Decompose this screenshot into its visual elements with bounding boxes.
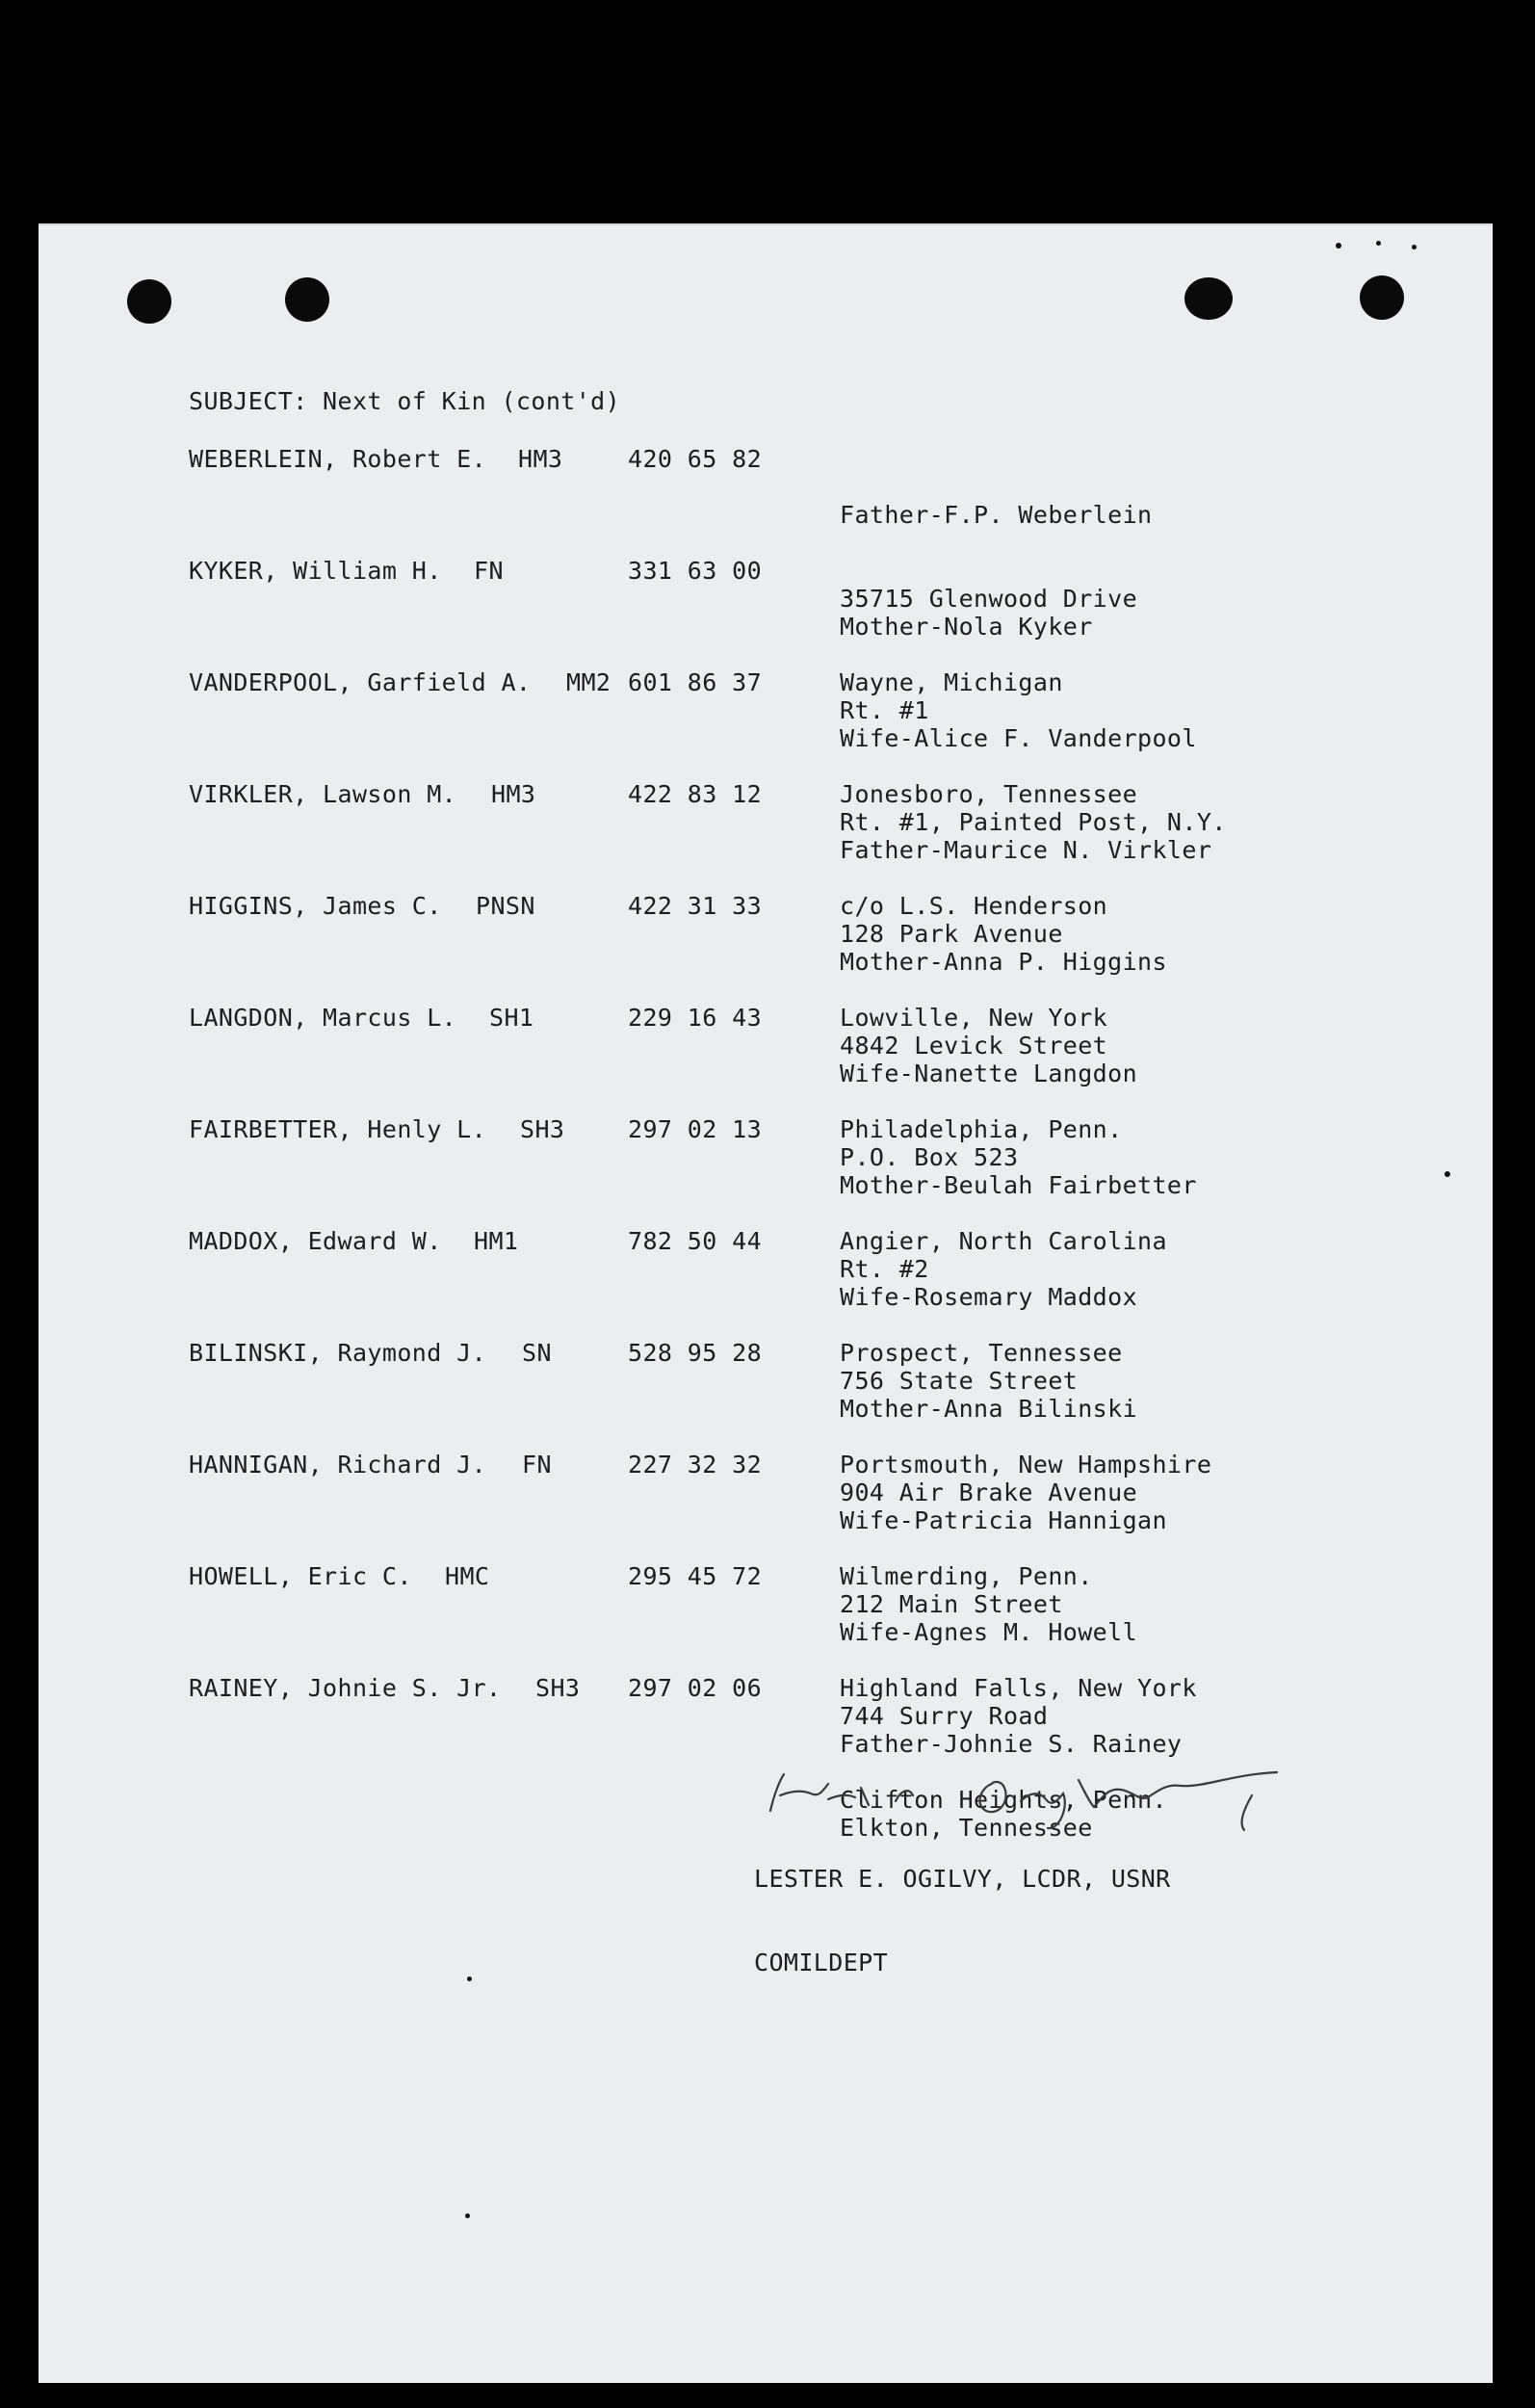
kin-line: Angier, North Carolina — [840, 1227, 1167, 1255]
kin-line: Philadelphia, Penn. — [840, 1115, 1123, 1143]
member-name: KYKER, William H. — [189, 557, 442, 585]
member-name: HOWELL, Eric C. — [189, 1562, 412, 1590]
member-rate: SN — [522, 1339, 552, 1367]
binder-hole-icon — [127, 279, 171, 324]
kin-line: c/o L.S. Henderson — [840, 892, 1108, 920]
kin-line: Wife-Nanette Langdon — [840, 1060, 1138, 1087]
kin-line: 756 State Street — [840, 1367, 1079, 1395]
member-rate: FN — [474, 557, 504, 585]
kin-line: Wilmerding, Penn. — [840, 1562, 1093, 1590]
service-number: 229 16 43 — [628, 1004, 763, 1032]
binder-hole-icon — [1184, 277, 1233, 320]
service-number: 601 86 37 — [628, 668, 763, 696]
binder-hole-icon — [285, 277, 329, 322]
member-name: FAIRBETTER, Henly L. — [189, 1115, 487, 1143]
signatory-title: COMILDEPT — [754, 1949, 889, 1976]
service-number: 422 83 12 — [628, 780, 763, 808]
kin-line: Wife-Agnes M. Howell — [840, 1618, 1138, 1646]
service-number: 295 45 72 — [628, 1562, 763, 1590]
kin-line: 212 Main Street — [840, 1590, 1063, 1618]
member-rate: HM3 — [518, 445, 563, 473]
kin-line: Mother-Anna Bilinski — [840, 1395, 1138, 1423]
kin-line: Lowville, New York — [840, 1004, 1108, 1032]
member-name: MADDOX, Edward W. — [189, 1227, 442, 1255]
service-number: 297 02 13 — [628, 1115, 763, 1143]
ink-speck-icon — [1376, 241, 1381, 246]
service-number: 227 32 32 — [628, 1451, 763, 1479]
service-number: 528 95 28 — [628, 1339, 763, 1367]
service-number: 331 63 00 — [628, 557, 763, 585]
service-number: 422 31 33 — [628, 892, 763, 920]
subject-line: SUBJECT: Next of Kin (cont'd) — [189, 387, 621, 415]
kin-line: Mother-Nola Kyker — [840, 613, 1093, 641]
service-number: 420 65 82 — [628, 445, 763, 473]
document-page — [39, 223, 1493, 2383]
kin-line: Wife-Rosemary Maddox — [840, 1283, 1138, 1311]
binder-hole-icon — [1360, 275, 1404, 320]
member-name: RAINEY, Johnie S. Jr. — [189, 1674, 502, 1702]
kin-line: Wayne, Michigan — [840, 668, 1063, 696]
member-rate: HM1 — [474, 1227, 519, 1255]
member-rate: HM3 — [491, 780, 536, 808]
kin-line: Wife-Alice F. Vanderpool — [840, 724, 1197, 752]
kin-line: 128 Park Avenue — [840, 920, 1063, 948]
member-rate: SH3 — [520, 1115, 565, 1143]
ink-speck-icon — [467, 1976, 472, 1981]
kin-line: Mother-Anna P. Higgins — [840, 948, 1167, 976]
member-name: VANDERPOOL, Garfield A. — [189, 668, 532, 696]
kin-line: Rt. #2 — [840, 1255, 929, 1283]
member-rate: MM2 — [566, 668, 611, 696]
kin-line: Wife-Patricia Hannigan — [840, 1506, 1167, 1534]
member-name: WEBERLEIN, Robert E. — [189, 445, 487, 473]
member-rate: SH1 — [489, 1004, 534, 1032]
signatory-name: LESTER E. OGILVY, LCDR, USNR — [754, 1865, 1171, 1893]
ink-speck-icon — [1336, 243, 1341, 249]
ink-speck-icon — [1412, 245, 1417, 249]
kin-line: Mother-Beulah Fairbetter — [840, 1171, 1197, 1199]
kin-line: Highland Falls, New York — [840, 1674, 1197, 1702]
kin-line: P.O. Box 523 — [840, 1143, 1019, 1171]
member-name: LANGDON, Marcus L. — [189, 1004, 457, 1032]
kin-line: Clifton Heights, Penn. — [840, 1786, 1167, 1814]
member-rate: PNSN — [476, 892, 535, 920]
kin-line: 4842 Levick Street — [840, 1032, 1108, 1060]
kin-line: Rt. #1, Painted Post, N.Y. — [840, 808, 1227, 836]
kin-line: Prospect, Tennessee — [840, 1339, 1123, 1367]
member-rate: FN — [522, 1451, 552, 1479]
member-name: HIGGINS, James C. — [189, 892, 442, 920]
member-rate: HMC — [445, 1562, 490, 1590]
signature-block — [754, 1809, 1171, 2032]
ink-speck-icon — [1444, 1171, 1450, 1177]
kin-line: Father-Maurice N. Virkler — [840, 836, 1212, 864]
kin-line: Father-Johnie S. Rainey — [840, 1730, 1183, 1758]
kin-line: Jonesboro, Tennessee — [840, 780, 1138, 808]
kin-line: Portsmouth, New Hampshire — [840, 1451, 1212, 1479]
service-number: 782 50 44 — [628, 1227, 763, 1255]
kin-line: Elkton, Tennessee — [840, 1814, 1093, 1842]
member-name: VIRKLER, Lawson M. — [189, 780, 457, 808]
member-name: HANNIGAN, Richard J. — [189, 1451, 487, 1479]
member-name: BILINSKI, Raymond J. — [189, 1339, 487, 1367]
kin-line: 744 Surry Road — [840, 1702, 1049, 1730]
kin-line: Rt. #1 — [840, 696, 929, 724]
ink-speck-icon — [465, 2213, 470, 2218]
member-rate: SH3 — [535, 1674, 581, 1702]
service-number: 297 02 06 — [628, 1674, 763, 1702]
kin-line: Father-F.P. Weberlein — [840, 501, 1153, 529]
kin-line: 35715 Glenwood Drive — [840, 585, 1138, 613]
kin-line: 904 Air Brake Avenue — [840, 1479, 1138, 1506]
